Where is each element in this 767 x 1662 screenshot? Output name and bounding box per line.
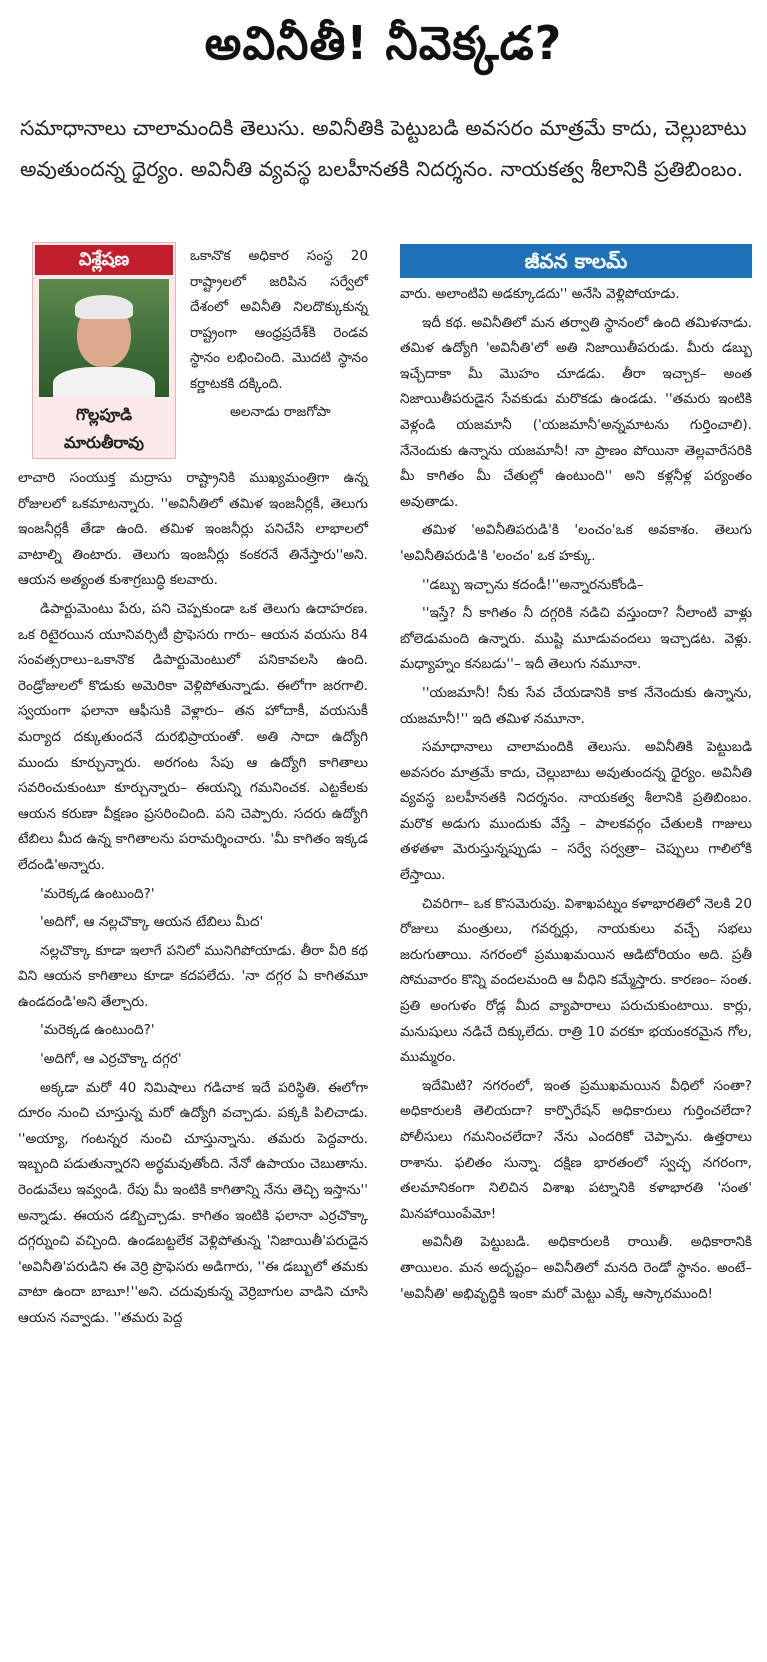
left-paragraph: అక్కడా మరో 40 నిమిషాలు గడిచాక ఇదే పరిస్థితి. ఈలోగా దూరం నుంచి చూస్తున్న మరో ఉద్యోగి వచ్చాడు. పక్కకి పిలిచాడు. ''అయ్యా, గంటన్నర నుంచి చూస్తున్నాను. తమరు పెద్దవారు. ఇబ్బంది పడుతున్నారని అర్థమవుతోంది. నేనో ఉపాయం చెబుతాను. రెండువేలు ఇవ్వండి. రేపు మీ ఇంటికి కాగితాన్ని నేను తెచ్చి ఇస్తాను'' అన్నాడు. ఈయన డబ్బిచ్చాడు. కాగితం ఇంటికి ఫలానా ఎర్రచొక్కా దగ్గర్నుంచి వచ్చింది. ఉండబట్టలేక వెళ్లిపోతున్న 'నిజాయితీ'పరుడైన 'అవినీతి'పరుడిని ఈ వెర్రి ప్రొఫెసరు అడిగారు, ''ఈ డబ్బులో తమకు వాటా ఉందా బాబూ!''అని. చదువుకున్న వెర్రిబాగుల వాడిని చూసి ఆయన నవ్వాడు. ''తమరు పెద్ద [18, 1079, 368, 1326]
right-paragraph: ఇదేమిటి? నగరంలో, ఇంత ప్రముఖమయిన వీధిలో సంతా? అధికారులకి తెలియదా? కార్పొరేషన్ అధికారులు గుర్తించలేదా? పోలీసులు గమనించలేదా? నేను ఎందరికో చెప్పాను. ఉత్తరాలు రాశాను. ఫలితం సున్నా. దక్షిణ భారతంలో స్వచ్ఛ నగరంగా, తలమానికంగా నిలిచిన విశాఖ పట్నానికి కళాభారతి 'సంత' మినహాయింపేమో! [400, 1077, 752, 1222]
author-box [32, 242, 176, 459]
lead-paragraph: సమాధానాలు చాలామందికి తెలుసు. అవినీతికి పెట్టుబడి అవసరం మాత్రమే కాదు, చెల్లుబాటు అవుతుందన్న ధైర్యం. అవినీతి వ్యవస్థ బలహీనతకి నిదర్శనం. నాయకత్వ శీలానికి ప్రతిబింబం. [20, 116, 747, 181]
left-paragraph: 'మరెక్కడ ఉంటుంది?' [40, 885, 155, 902]
left-paragraph: 'అదిగో, ఆ నల్లచొక్కా ఆయన టేబిలు మీద' [40, 914, 264, 931]
author-name [33, 401, 175, 457]
right-paragraph: ''ఇస్తే? నీ కాగితం నీ దగ్గరికి నడిచి వస్తుందా? నీలాంటి వాళ్లు బోలెడుమంది ఉన్నారు. ముష్టి మూడువందలు ఇచ్చాడట. వెళ్లు. మధ్యాహ్నం కనబడు''– ఇదీ తెలుగు నమూనా. [400, 605, 752, 673]
right-paragraph: ఇదీ కథ. అవినీతిలో మన తర్వాతి స్థానంలో ఉంది తమిళనాడు. తమిళ ఉద్యోగి 'అవినీతి'లో అతి నిజాయితీపరుడు. మీరు డబ్బు ఇచ్చేదాకా మీ మొహం చూడడు. తీరా ఇచ్చాక– అంత నిజాయితీపరుడైన సేవకుడు మరొకడు ఉండడు. ''తమరు ఇంటికి వెళ్లండి యజమానీ ('యజమానీ'అన్నమాటను గుర్తించాలి). నేనెందుకు ఉన్నాను యజమానీ! నా ప్రాణం పోయినా తెల్లవారేసరికి మీ కాగితం మీ చేతుల్లో ఉంటుంది'' అని కళ్లనీళ్ల పర్యంతం అవుతాడు. [400, 314, 752, 510]
left-paragraph: 'అదిగో, ఆ ఎర్రచొక్కా దగ్గర' [40, 1051, 182, 1068]
author-name-line2: మారుతీరావు [63, 433, 145, 452]
photo-hair [75, 295, 133, 319]
intro-paragraph: ఒకానొక అధికార సంస్థ 20 రాష్ట్రాలలో జరిపిన సర్వేలో దేశంలో అవినీతి నిలదొక్కుకున్న రాష్ట్రంగా ఆంధ్రప్రదేశ్‌కి రెండవ స్థానం లభించింది. మొదటి స్థానం కర్ణాటకకి దక్కింది. [190, 248, 368, 392]
right-paragraph: తమిళ 'అవినీతిపరుడి'కి 'లంచం'ఒక అవకాశం. తెలుగు 'అవినీతిపరుడి'కి 'లంచం' ఒక హక్కు. [400, 522, 752, 564]
right-paragraph: సమాధానాలు చాలామందికి తెలుసు. అవినీతికి పెట్టుబడి అవసరం మాత్రమే కాదు, చెల్లుబాటు అవుతుందన్న ధైర్యం. అవినీతి వ్యవస్థ బలహీనతకి నిదర్శనం. నాయకత్వ శీలానికి ప్రతిబింబం. మరొక అడుగు ముందుకు వేస్తే – పాలకవర్గం చేతులకి గాజులు తళతళా మెరుస్తున్నప్పుడు – సర్వే సర్వత్రా– చెప్పులు గాలిలోకి లేస్తాయి. [400, 739, 752, 884]
right-column [400, 282, 752, 1310]
left-paragraph: డిపార్టుమెంటు పేరు, పని చెప్పకుండా ఒక తెలుగు ఉదాహరణ. ఒక రిటైరయిన యూనివర్సిటీ ప్రొఫెసరు గారు– ఆయన వయసు 84 సంవత్సరాలు–ఒకానొక డిపార్టుమెంటులో పనికావలసి ఉంది. రెండ్రోజులలో కొడుకు అమెరికా వెళ్లిపోతున్నాడు. ఈలోగా జరగాలి. స్వయంగా ఫలానా ఆఫీసుకి వెళ్లారు– తన హోదాకీ, వయసుకీ మర్యాద దక్కుతుందనే దురభిప్రాయంతో. అతి సాదా ఉద్యోగి ముందు కూర్చున్నారు. అరగంట సేపు ఆ ఉద్యోగి కాగితాలు సవరించుకుంటూ కూర్చున్నారు– ఈయన్ని గమనించక. ఎట్టకేలకు ఆయన కరుణా వీక్షణం ప్రసరించింది. పని చెప్పారు. సదరు ఉద్యోగి టేబిలు మీద ఉన్న కాగితాలను పరామర్శించారు. 'మీ కాగితం ఇక్కడ లేదండి'అన్నారు. [18, 600, 368, 873]
column-banner: జీవన కాలమ్ [400, 244, 752, 278]
right-paragraph: చివరిగా– ఒక కొసమెరుపు. విశాఖపట్నం కళాభారతిలో నెలకి 20 రోజులు మంత్రులు, గవర్నర్లు, నాయకులు వచ్చే సభలు జరుగుతాయి. నగరంలో ప్రముఖమయిన ఆడిటోరియం అది. ప్రతీ సోమవారం కొన్ని వందలమంది ఆ వీధిని కమ్మేస్తారు. కారణం– సంత. ప్రతి అంగుళం రోడ్ల మీద వ్యాపారాలు పరుచుకుంటాయి. కార్లు, మనుషులు నడిచే దిక్కులేదు. రాత్రి 10 వరకూ భయంకరమైన గోల, ముమ్మరం. [400, 895, 752, 1066]
article-title: అవినీతీ! నీవెక్కడ? [204, 16, 563, 70]
right-paragraph: ''డబ్బు ఇచ్చాను కదండీ!''అన్నారనుకోండి– [422, 576, 644, 593]
left-paragraph: నల్లచొక్కా కూడా ఇలాగే పనిలో మునిగిపోయాడు. తీరా వీరి కథ విని ఆయన కాగితాలు కూడా కదపలేదు. 'నా దగ్గర ఏ కాగితమూ ఉండదండి'అని తేల్చారు. [18, 942, 368, 1010]
right-paragraph: ''యజమానీ! నీకు సేవ చేయడానికి కాక నేనెందుకు ఉన్నాను, యజమానీ!'' ఇది తమిళ నమూనా. [400, 684, 752, 727]
analysis-tag: విశ్లేషణ [35, 245, 173, 275]
left-paragraph: లాచారి సంయుక్త మద్రాసు రాష్ట్రానికి ముఖ్యమంత్రిగా ఉన్న రోజులలో ఒకమాటన్నారు. ''అవినీతిలో తమిళ ఇంజనీర్లకీ, తెలుగు ఇంజనీర్లకీ తేడా ఉంది. తమిళ ఇంజనీర్లు పనిచేసి లాభాలలో వాటాల్ని తింటారు. తెలుగు ఇంజనీర్లు కంకరనే తినేస్తారు''అని. ఆయన అత్యంత కుశాగ్రబుద్ధి కలవారు. [18, 470, 368, 589]
intro-paragraph: అలనాడు రాజగోపా [230, 403, 331, 420]
author-photo [39, 279, 169, 397]
author-name-line1: గొల్లపూడి [75, 405, 133, 424]
right-paragraph: వారు. అలాంటివి అడక్కూడదు'' అనేసి వెళ్లిపోయాడు. [400, 286, 680, 302]
intro-paragraphs [190, 244, 368, 427]
photo-shirt [53, 367, 155, 397]
left-paragraph: 'మరెక్కడ ఉంటుంది?' [40, 1022, 155, 1039]
right-paragraph: అవినీతి పెట్టుబడి. అధికారులకి రాయితీ. అధికారానికి తాయిలం. మన అదృష్టం– అవినీతిలో మనది రెండో స్థానం. అంటే– 'అవినీతి' అభివృద్ధికి ఇంకా మరో మెట్టు ఎక్కే ఆస్కారముంది! [400, 1234, 752, 1302]
left-column [18, 466, 368, 1335]
